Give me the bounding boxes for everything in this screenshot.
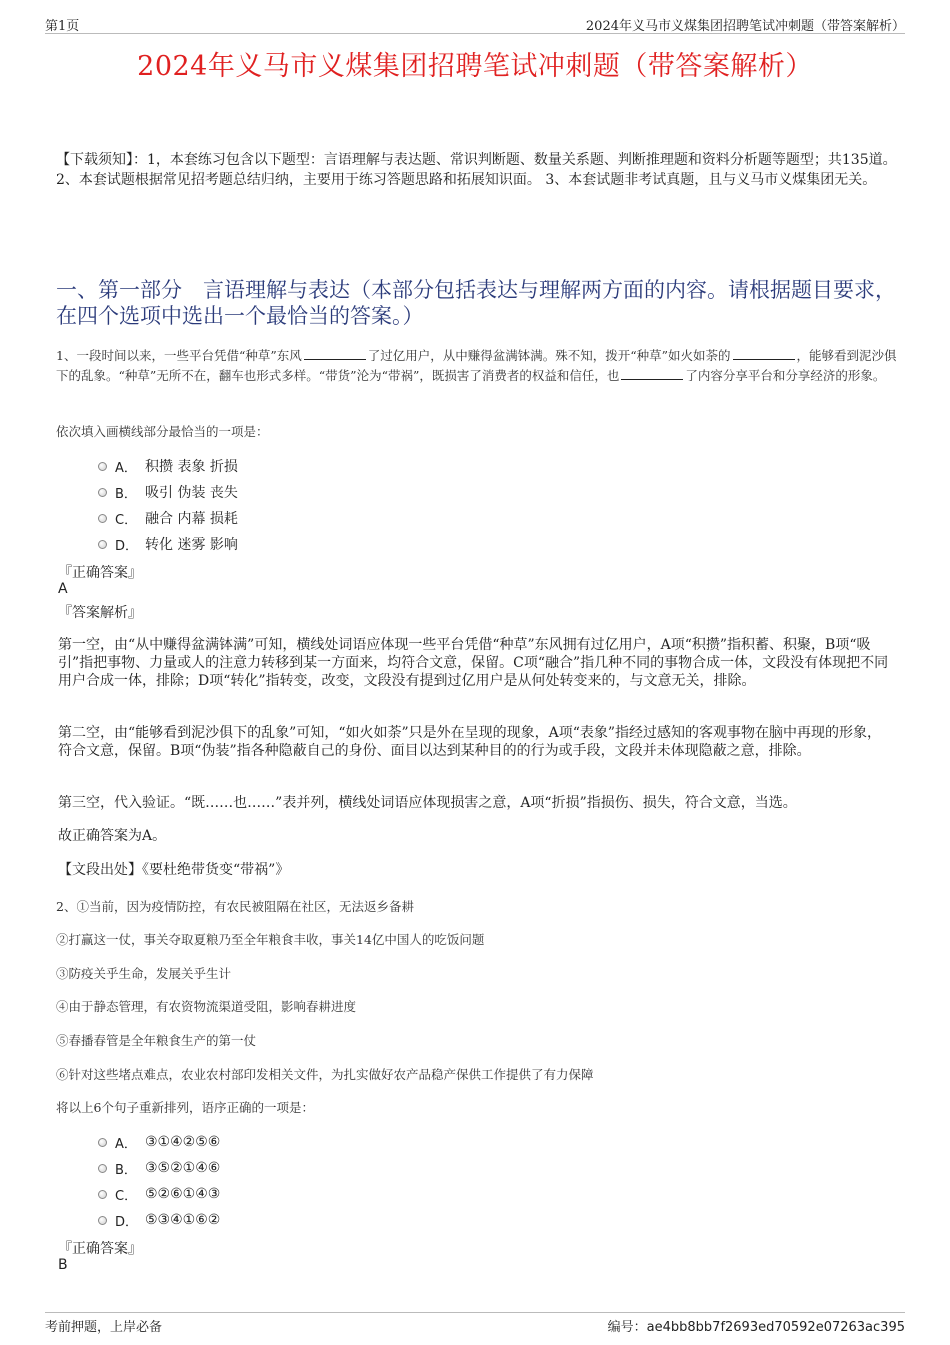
question-2-sentence: ②打赢这一仗，事关夺取夏粮乃至全年粮食丰收，事关14亿中国人的吃饭问题 [56, 932, 485, 947]
correct-answer: A [58, 581, 68, 597]
radio-icon[interactable] [98, 540, 107, 549]
blank [733, 347, 795, 360]
question-2-instruction: 将以上6个句子重新排列，语序正确的一项是： [56, 1100, 314, 1115]
analysis-paragraph: 第一空，由“从中赚得盆满钵满”可知，横线处词语应体现一些平台凭借“种草”东风拥有过亿用户，A项“积攒”指积蓄、积聚，B项“吸引”指把事物、力量或人的注意力转移到某一方面来，均符合文意，保留。C项“融合”指几种不同的事物合成一体，文段没有体现把不同用户合成一体，排除；D项“转化”指转变，改变，文段没有提到过亿用户是从何处转变来的，与文意无关，排除。 [58, 637, 889, 689]
correct-answer: B [58, 1257, 68, 1273]
radio-icon[interactable] [98, 1164, 107, 1173]
page-footer [45, 1312, 905, 1335]
option-b[interactable]: B． ③⑤②①④⑥ [98, 1155, 220, 1181]
question-2-sentence: ③防疫关乎生命，发展关乎生计 [56, 966, 232, 981]
radio-icon[interactable] [98, 488, 107, 497]
question-2-options [98, 1129, 220, 1233]
analysis-conclusion: 故正确答案为A。 [58, 828, 167, 844]
footer-slogan: 考前押题，上岸必备 [45, 1320, 163, 1335]
page-header [45, 15, 905, 34]
question-2-sentence: ④由于静态管理，有农资物流渠道受阻，影响春耕进度 [56, 999, 357, 1014]
analysis-paragraph: 第三空，代入验证。“既……也……”表并列，横线处词语应体现损害之意，A项“折损”指损伤、损失，符合文意，当选。 [58, 795, 797, 811]
option-d[interactable]: D． 转化 迷雾 影响 [98, 531, 238, 557]
question-1-text: 1、一段时间以来，一些平台凭借“种草”东风 了过亿用户，从中赚得盆满钵满。殊不知，拨开“种草”如火如荼的 ，能够看到泥沙俱下的乱象。“种草”无所不在，翻车也形式多样。“带货”沦为“带祸”，既损害了消费者的权益和信任，也 了内容分享平台和分享经济的形象。 [56, 348, 897, 383]
question-1-instruction: 依次填入画横线部分最恰当的一项是： [56, 424, 269, 439]
page-number: 第1页 [45, 19, 80, 34]
radio-icon[interactable] [98, 462, 107, 471]
download-notice: 【下载须知】：1，本套练习包含以下题型：言语理解与表达题、常识判断题、数量关系题、判断推理题和资料分析题等题型；共135道。 2、本套试题根据常见招考题总结归纳，主要用于练习答题思路和拓展知识面。 3、本套试题非考试真题，且与义马市义煤集团无关。 [56, 152, 897, 188]
page-title: 2024年义马市义煤集团招聘笔试冲刺题（带答案解析） [137, 51, 813, 82]
section-heading: 一、第一部分 言语理解与表达（本部分包括表达与理解两方面的内容。请根据题目要求，在四个选项中选出一个最恰当的答案。） [56, 278, 896, 328]
correct-answer-label: 『正确答案』 [58, 1241, 142, 1257]
option-c[interactable]: C． 融合 内幕 损耗 [98, 505, 238, 531]
option-a[interactable]: A． 积攒 表象 折损 [98, 453, 238, 479]
source-citation: 【文段出处】《要杜绝带货变“带祸”》 [58, 862, 290, 878]
option-c[interactable]: C． ⑤②⑥①④③ [98, 1181, 220, 1207]
question-2-sentence: 2、①当前，因为疫情防控，有农民被阻隔在社区，无法返乡备耕 [56, 899, 414, 914]
radio-icon[interactable] [98, 1138, 107, 1147]
analysis-label: 『答案解析』 [58, 605, 142, 621]
question-1-options [98, 453, 238, 557]
blank [304, 347, 366, 360]
header-doc-title: 2024年义马市义煤集团招聘笔试冲刺题（带答案解析） [585, 19, 905, 34]
option-d[interactable]: D． ⑤③④①⑥② [98, 1207, 220, 1233]
radio-icon[interactable] [98, 1190, 107, 1199]
footer-code: 编号：ae4bb8bb7f2693ed70592e07263ac395 [607, 1320, 905, 1335]
analysis-paragraph: 第二空，由“能够看到泥沙俱下的乱象”可知，“如火如荼”只是外在呈现的现象，A项“表象”指经过感知的客观事物在脑中再现的形象，符合文意，保留。B项“伪装”指各种隐蔽自己的身份、面目以达到某种目的的行为或手段，文段并未体现隐蔽之意，排除。 [58, 725, 882, 759]
option-a[interactable]: A． ③①④②⑤⑥ [98, 1129, 220, 1155]
radio-icon[interactable] [98, 514, 107, 523]
question-2-sentence: ⑥针对这些堵点难点，农业农村部印发相关文件，为扎实做好农产品稳产保供工作提供了有力保障 [56, 1067, 594, 1082]
blank [621, 367, 683, 380]
radio-icon[interactable] [98, 1216, 107, 1225]
correct-answer-label: 『正确答案』 [58, 565, 142, 581]
question-2-sentence: ⑤春播春管是全年粮食生产的第一仗 [56, 1033, 257, 1048]
option-b[interactable]: B． 吸引 伪装 丧失 [98, 479, 238, 505]
